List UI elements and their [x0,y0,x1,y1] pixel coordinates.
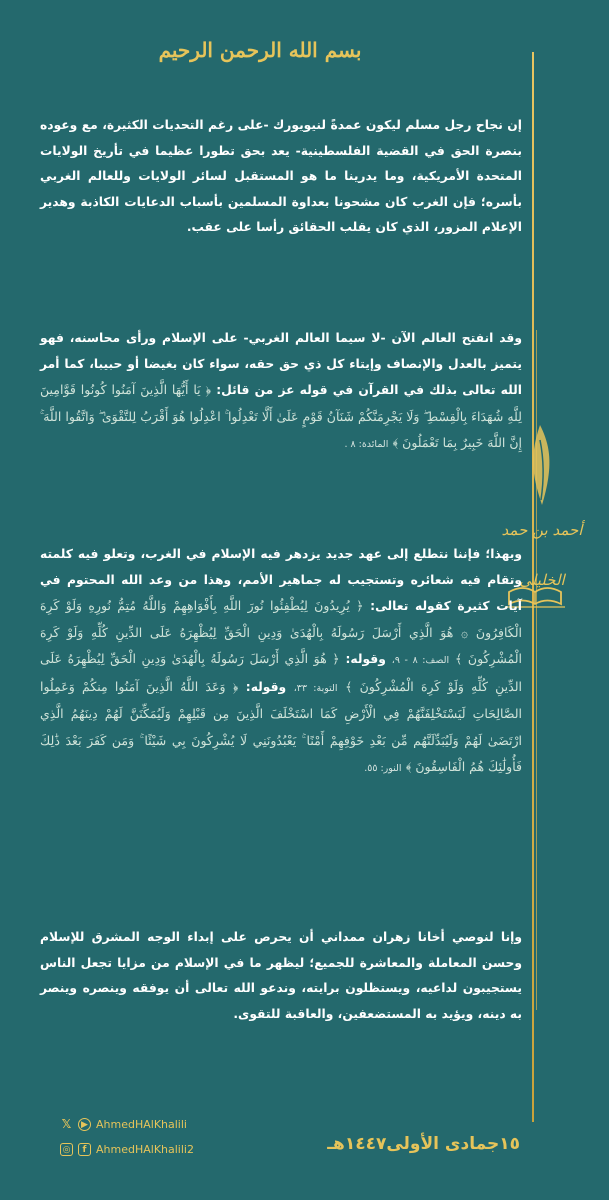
social-handle-2[interactable]: AhmedHAlKhalili2 [96,1143,194,1156]
quran-verse-4: ﴿ وَعَدَ اللَّهُ الَّذِينَ آمَنُوا مِنكُمْ وَعَمِلُوا الصَّالِحَاتِ لَيَسْتَخْلِفَنَّهُمْ فِي الْأَرْضِ كَمَا اسْتَخْلَفَ الَّذِينَ مِن قَبْلِهِمْ وَلَيُمَكِّنَنَّ لَهُمْ دِينَهُمُ الَّذِي ارْتَضَىٰ لَهُمْ وَلَيُبَدِّلَنَّهُم مِّن بَعْدِ خَوْفِهِمْ أَمْنًا ۚ يَعْبُدُونَنِي لَا يُشْرِكُونَ بِي شَيْئًا ۚ وَمَن كَفَرَ بَعْدَ ذَٰلِكَ فَأُولَٰئِكَ هُمُ الْفَاسِقُونَ ﴾ [40,678,522,774]
verse-reference-4: النور: ٥٥. [364,763,402,774]
paragraph-2-text: وقد انفتح العالم الآن -لا سيما العالم الغربي- على الإسلام ورأى محاسنه، فهو يتميز بالعدل والإنصاف وإيتاء كل ذي حق حقه، سواء كان بغيضا أو حبيبا، كما أمر الله تعالى بذلك في القرآن في قوله عز من قائل: [40,331,522,397]
social-row-2[interactable] [60,1143,194,1156]
paragraph-4: وإنا لنوصي أخانا زهران ممداني أن يحرص على إبداء الوجه المشرق للإسلام وحسن المعاملة والمعاشرة للجميع؛ ليظهر ما في الإسلام من مزايا تجعل الناس يستجيبون لداعيه، ويستظلون برايته، وندعو الله تعالى أن يوفقه وينصره وينصر به دينه، ويؤيد به المستضعفين، والعاقبة للتقوى. [40,930,522,1021]
and-his-saying-2: وقوله: [245,679,287,694]
basmala-title: بسم الله الرحمن الرحيم [158,38,362,62]
and-his-saying-1: وقوله: [345,652,386,666]
quran-verse-1: ﴿ يَا أَيُّهَا الَّذِينَ آمَنُوا كُونُوا قَوَّامِينَ لِلَّهِ شُهَدَاءَ بِالْقِسْطِ ۖ وَلَا يَجْرِمَنَّكُمْ شَنَآنُ قَوْمٍ عَلَىٰ أَلَّا تَعْدِلُوا ۚ اعْدِلُوا هُوَ أَقْرَبُ لِلتَّقْوَىٰ ۖ وَاتَّقُوا اللَّهَ ۚ إِنَّ اللَّهَ خَبِيرٌ بِمَا تَعْمَلُونَ ﴾ [40,382,522,450]
facebook-icon[interactable]: f [78,1143,91,1156]
verse-reference-2: الصف: ٨ - ٩، [391,655,450,666]
quran-verse-2: ﴿ يُرِيدُونَ لِيُطْفِئُوا نُورَ اللَّهِ بِأَفْوَاهِهِمْ وَاللَّهُ مُتِمُّ نُورِهِ وَلَوْ كَرِهَ الْكَافِرُونَ ۞ هُوَ الَّذِي أَرْسَلَ رَسُولَهُ بِالْهُدَىٰ وَدِينِ الْحَقِّ لِيُظْهِرَهُ عَلَى الدِّينِ كُلِّهِ وَلَوْ كَرِهَ الْمُشْرِكُونَ ﴾ [40,598,523,666]
paragraph-1: إن نجاح رجل مسلم ليكون عمدةً لنيويورك -على رغم التحديات الكثيرة، مع وعوده بنصرة الحق في القضية الفلسطينية- يعد بحق تطورا عظيما في تأريخ الولايات المتحدة الأمريكية، وما يدرينا ما هو المستقبل لسائر الولايات وللعالم الغربي بأسره؛ فإن الغرب كان مشحونا بعداوة المسلمين بأسباب الدعايات الكاذبة وهدير الإعلام المزور، الذي كان يقلب الحقائق رأسا على عقب. [40,118,522,234]
x-icon[interactable]: 𝕏 [61,1117,72,1131]
paragraph-2 [40,326,522,458]
youtube-icon[interactable]: ▶ [78,1118,91,1131]
quran-verse-3: ﴿ هُوَ الَّذِي أَرْسَلَ رَسُولَهُ بِالْهُدَىٰ وَدِينِ الْحَقِّ لِيُظْهِرَهُ عَلَى الدِّينِ كُلِّهِ وَلَوْ كَرِهَ الْمُشْرِكُونَ ﴾ [40,651,522,694]
social-row-1[interactable] [60,1118,187,1131]
author-signature: أحمد بن حمد الخليلي [501,521,583,589]
verse-reference-3: التوبة: ٣٣، [293,682,338,694]
instagram-icon[interactable]: ◎ [60,1143,73,1156]
hijri-date: ١٥جمادى الأولى١٤٤٧هـ [327,1134,520,1154]
social-handle-1[interactable]: AhmedHAlKhalili [96,1118,187,1131]
pen-ornament-icon [520,420,560,510]
paragraph-3 [40,542,522,782]
verse-reference-1: المائدة: ٨ . [344,439,389,450]
paragraph-3-text: وبهذا؛ فإننا نتطلع إلى عهد جديد يزدهر فيه الإسلام في الغرب، وتعلو فيه كلمته وتقام فيه شعائره وتستجيب له جماهير الأمم، وهذا من وعد الله المحتوم في آيات كثيرة كقوله تعالى: [40,547,523,613]
